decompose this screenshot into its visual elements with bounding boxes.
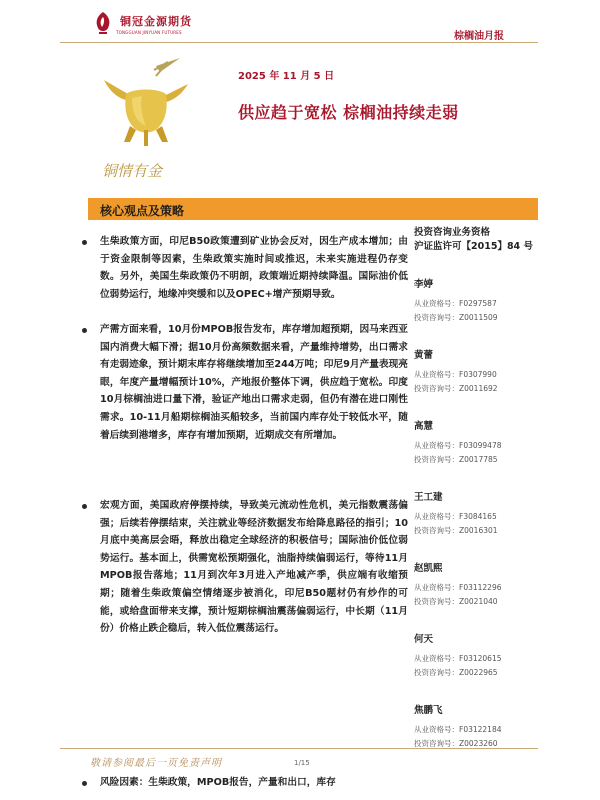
- section-title: 核心观点及策略: [100, 204, 185, 218]
- analyst-advisory-no: 投资咨询号：Z0022965: [414, 668, 498, 677]
- analyst-practice-no: 从业资格号：F3084165: [414, 512, 497, 521]
- analyst-name: 李婷: [414, 279, 434, 290]
- company-name: 铜冠金源期货: [120, 15, 192, 28]
- analyst-practice-no: 从业资格号：F0307990: [414, 370, 497, 379]
- bullet-text: 产需方面来看，10月份MPOB报告发布，库存增加超预期，因马来西亚国内消费大幅下滑；据10月份高频数据来看，产量维持增势，出口需求有走弱迹象，预计期末库存将继续增加至244万吨；印尼9月产量表现亮眼，年度产量增幅预计10%，产地报价整体下调，供应趋于宽松。印度10月棕榈油进口量下滑，验证产地出口需求走弱，但仍有潜在进口刚性需求。10-11月船期棕榈油买船较多，当前国内库存处于较低水平，随着后续到港增多，库存有增加预期，近期成交有所增加。: [100, 324, 408, 441]
- bullet-macro: [78, 497, 408, 761]
- core-views-list: [78, 233, 408, 792]
- report-date: 2025 年 11 月 5 日: [238, 71, 335, 82]
- company-english-name: TONGGUAN JINYUAN FUTURES: [116, 30, 182, 35]
- analyst-advisory-no: 投资咨询号：Z0023260: [414, 739, 498, 748]
- analyst-advisory-no: 投资咨询号：Z0017785: [414, 455, 498, 464]
- report-title: 供应趋于宽松 棕榈油持续走弱: [238, 103, 459, 122]
- analyst-sidebar: [414, 226, 544, 751]
- analyst-practice-no: 从业资格号：F0297587: [414, 299, 497, 308]
- qualification-license: 沪证监许可【2015】84 号: [414, 241, 533, 252]
- bullet-biodiesel-policy: [78, 233, 408, 321]
- analyst-card: [414, 491, 544, 538]
- analyst-advisory-no: 投资咨询号：Z0011509: [414, 313, 498, 322]
- analyst-practice-no: 从业资格号：F03099478: [414, 441, 502, 450]
- emblem-calligraphy: 铜情有金: [102, 162, 163, 180]
- bullet-dot-icon: [82, 504, 87, 509]
- analyst-practice-no: 从业资格号：F03122184: [414, 725, 502, 734]
- analyst-card: [414, 278, 544, 325]
- bullet-dot-icon: [82, 781, 87, 786]
- bullet-supply-demand: [78, 321, 408, 497]
- analyst-name: 王工建: [414, 492, 443, 503]
- header-divider: [60, 42, 538, 43]
- qualification-title: 投资咨询业务资格: [414, 227, 491, 238]
- analyst-advisory-no: 投资咨询号：Z0016301: [414, 526, 498, 535]
- bullet-dot-icon: [82, 240, 87, 245]
- bullet-text: 生柴政策方面，印尼B50政策遭到矿业协会反对，因生产成本增加；由于资金限制等因素，生柴政策实施时间或推迟，未来实施进程仍存变数。另外，美国生柴政策仍不明朗，政策端近期持续降温。国际油价低位弱势运行，地缘冲突缓和以及OPEC+增产预期导致。: [100, 236, 408, 300]
- analyst-name: 何天: [414, 634, 434, 645]
- analyst-card: [414, 704, 544, 751]
- bullet-risk-factors: [78, 774, 408, 792]
- analyst-practice-no: 从业资格号：F03112296: [414, 583, 502, 592]
- analyst-advisory-no: 投资咨询号：Z0021040: [414, 597, 498, 606]
- analyst-card: [414, 349, 544, 396]
- disclaimer-link[interactable]: 敬请参阅最后一页免责声明: [90, 758, 222, 769]
- company-logo-icon: [92, 10, 114, 36]
- analyst-card: [414, 562, 544, 609]
- bronze-vessel-emblem-icon: [96, 58, 196, 190]
- page-number: 1/15: [294, 759, 310, 767]
- analyst-advisory-no: 投资咨询号：Z0011692: [414, 384, 498, 393]
- analyst-practice-no: 从业资格号：F03120615: [414, 654, 502, 663]
- analyst-name: 高慧: [414, 421, 434, 432]
- bullet-text: 宏观方面，美国政府停摆持续，导致美元流动性危机，美元指数震荡偏强；后续若停摆结束，关注就业等经济数据发布给降息路径的指引；10月底中美高层会晤，释放出稳定全球经济的积极信号；国际油价低位弱势运行。基本面上，供需宽松预期强化，油脂持续偏弱运行，等待11月MPOB报告落地；11月到次年3月进入产地减产季，供应端有收缩预期；随着生柴政策偏空情绪逐步被消化，印尼B50题材仍有炒作的可能，或给盘面带来支撑，预计短期棕榈油震荡偏弱运行，中长期（11月份）价格止跌企稳后，转入低位震荡运行。: [100, 500, 408, 635]
- analyst-name: 焦鹏飞: [414, 705, 443, 716]
- bullet-dot-icon: [82, 328, 87, 333]
- analyst-card: [414, 633, 544, 680]
- analyst-name: 黄蕾: [414, 350, 434, 361]
- analyst-name: 赵凯熙: [414, 563, 443, 574]
- bullet-text: 风险因素：生柴政策，MPOB报告，产量和出口，库存: [100, 777, 336, 788]
- footer-divider: [60, 748, 538, 749]
- report-type-label: 棕榈油月报: [454, 31, 504, 42]
- analyst-card: [414, 420, 544, 467]
